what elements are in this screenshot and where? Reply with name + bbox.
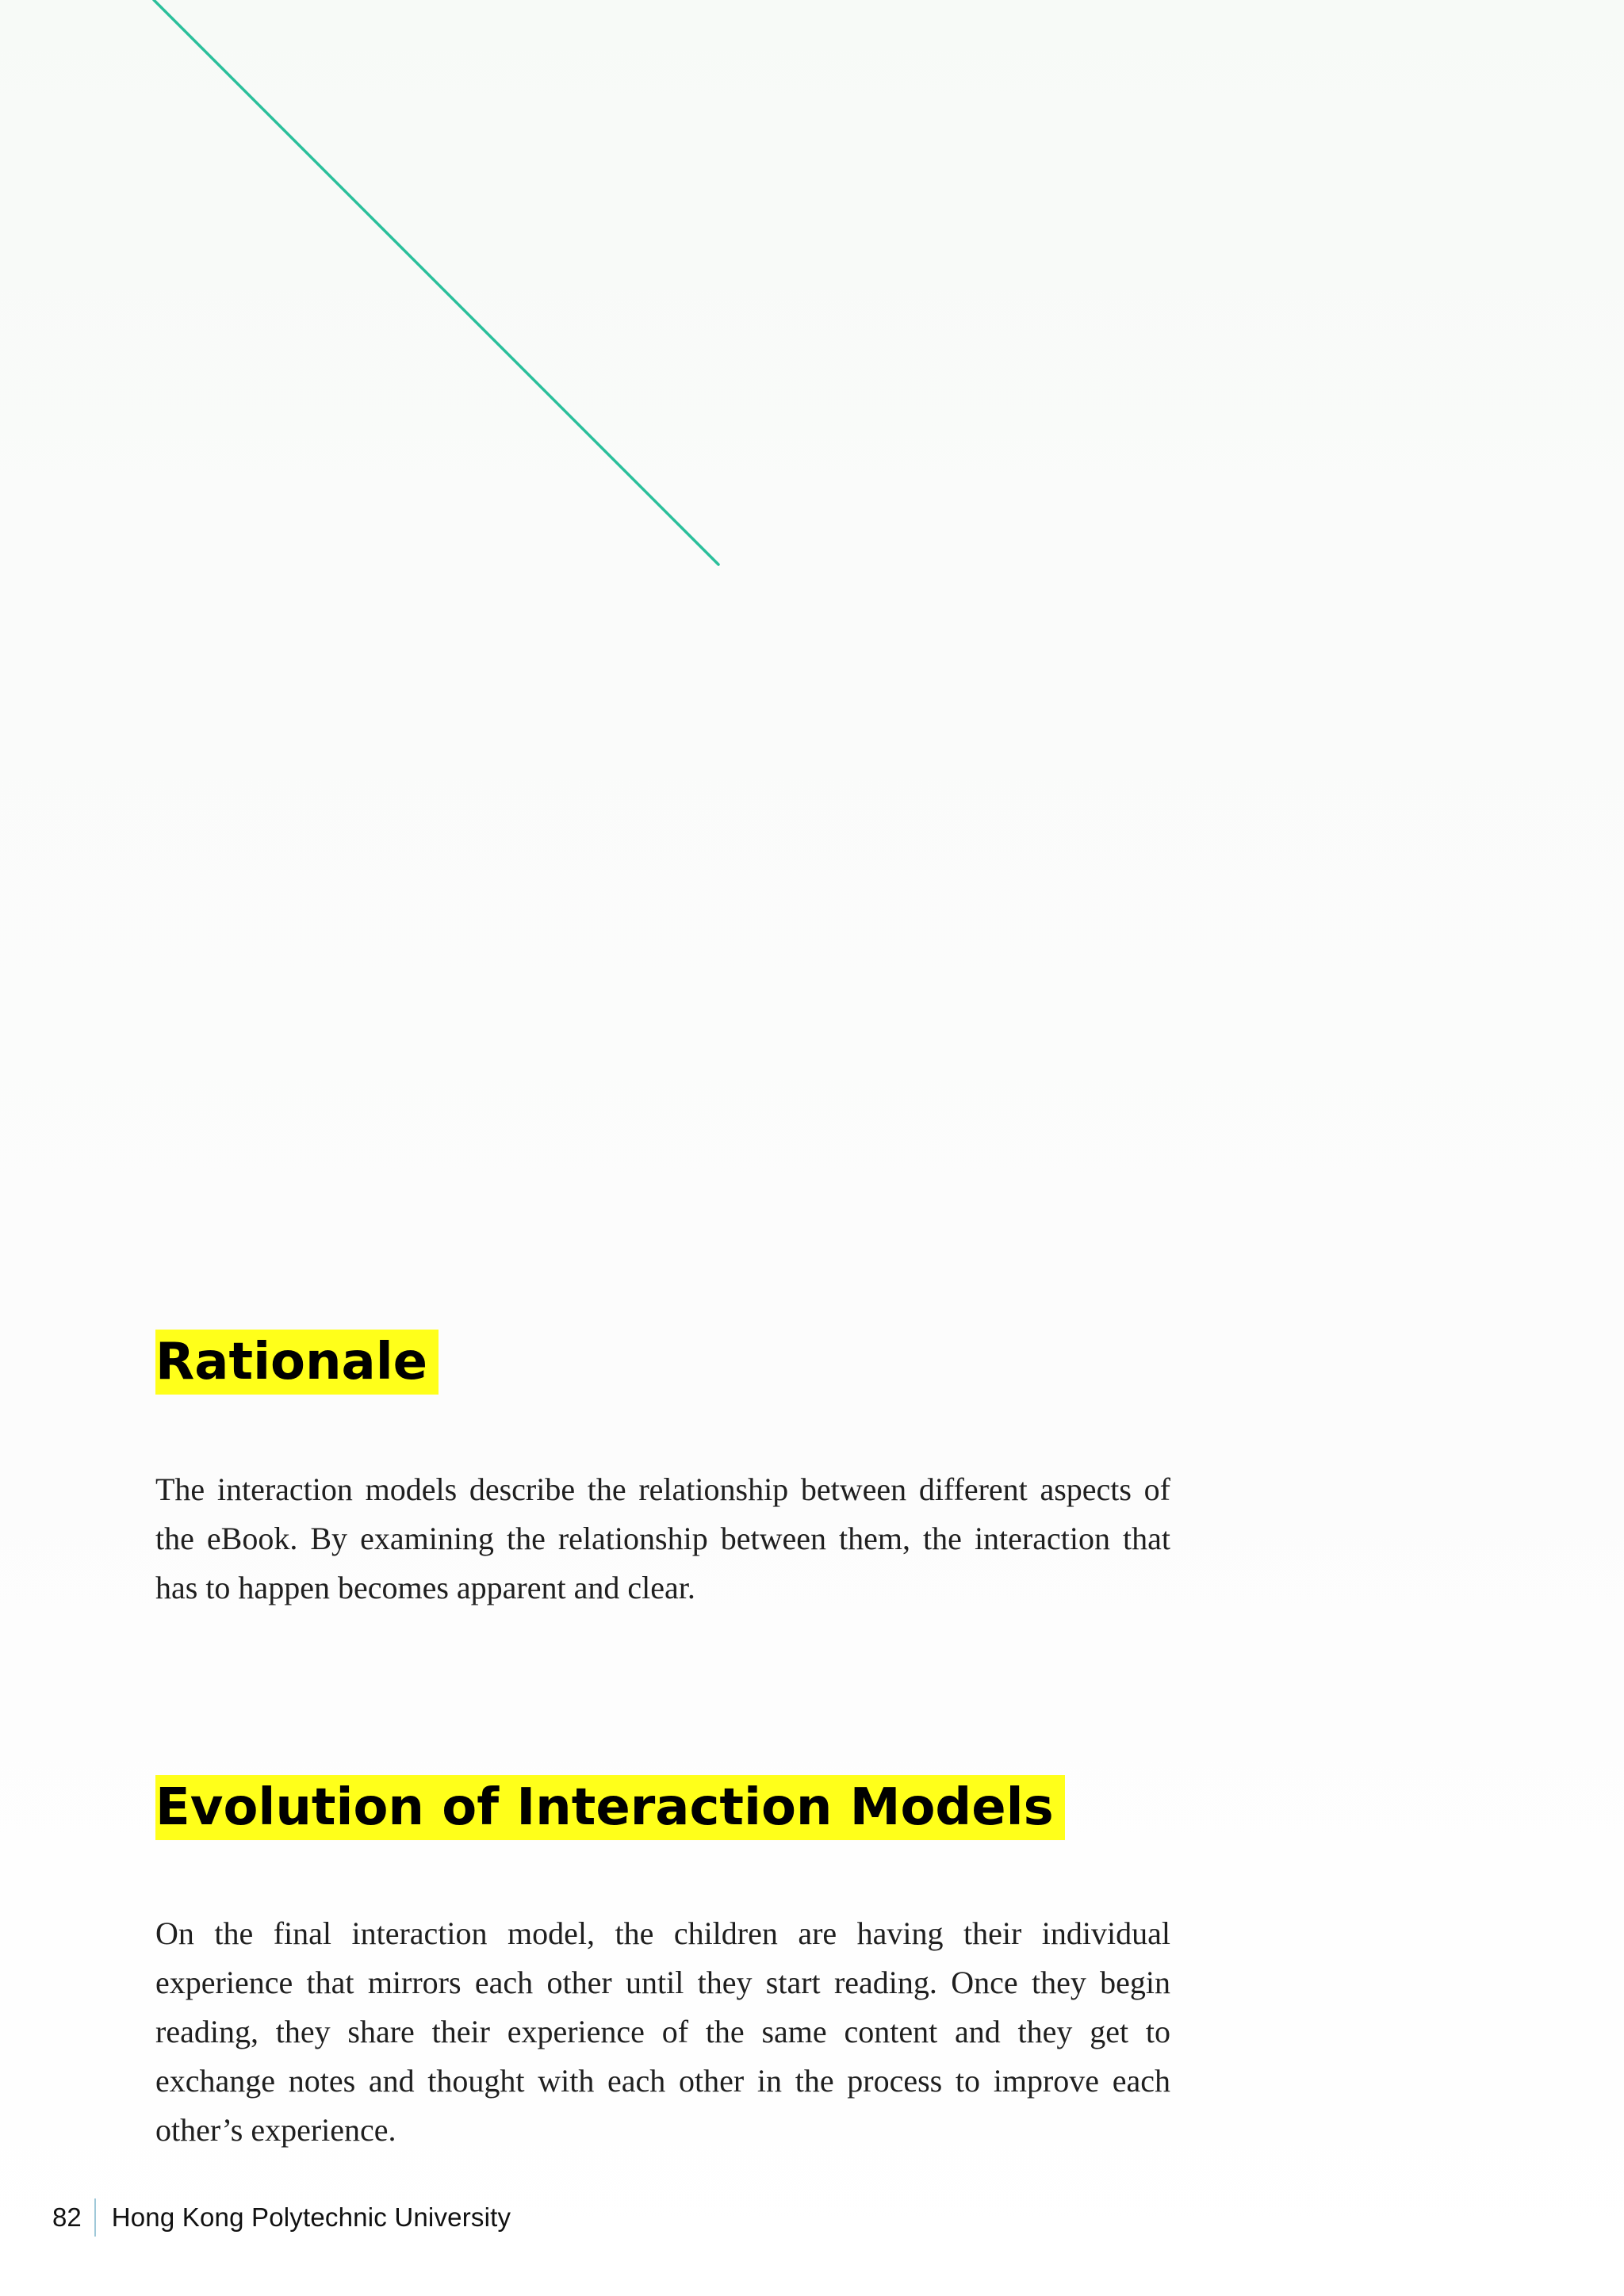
heading-text: Rationale (155, 1330, 439, 1395)
publisher-name: Hong Kong Polytechnic University (111, 2202, 511, 2232)
heading-text: Evolution of Interaction Models (155, 1775, 1065, 1840)
page-number: 82 (52, 2202, 82, 2232)
section-heading-evolution (155, 1778, 1065, 1837)
section-body-evolution: On the final interaction model, the children are having their individual experience that mirrors each other until they start reading. Once they begin reading, they share their experience of the same content and they get to exchange notes and thought with each other in the process to improve each other’s experience. (155, 1915, 1170, 2148)
footer-divider (94, 2198, 96, 2237)
section-heading-rationale (155, 1333, 439, 1391)
page-footer (52, 2198, 511, 2237)
section-body-rationale: The interaction models describe the relationship between different aspects of the eBook. By examining the relationship between them, the interaction that has to happen becomes apparent and clear. (155, 1471, 1170, 1605)
